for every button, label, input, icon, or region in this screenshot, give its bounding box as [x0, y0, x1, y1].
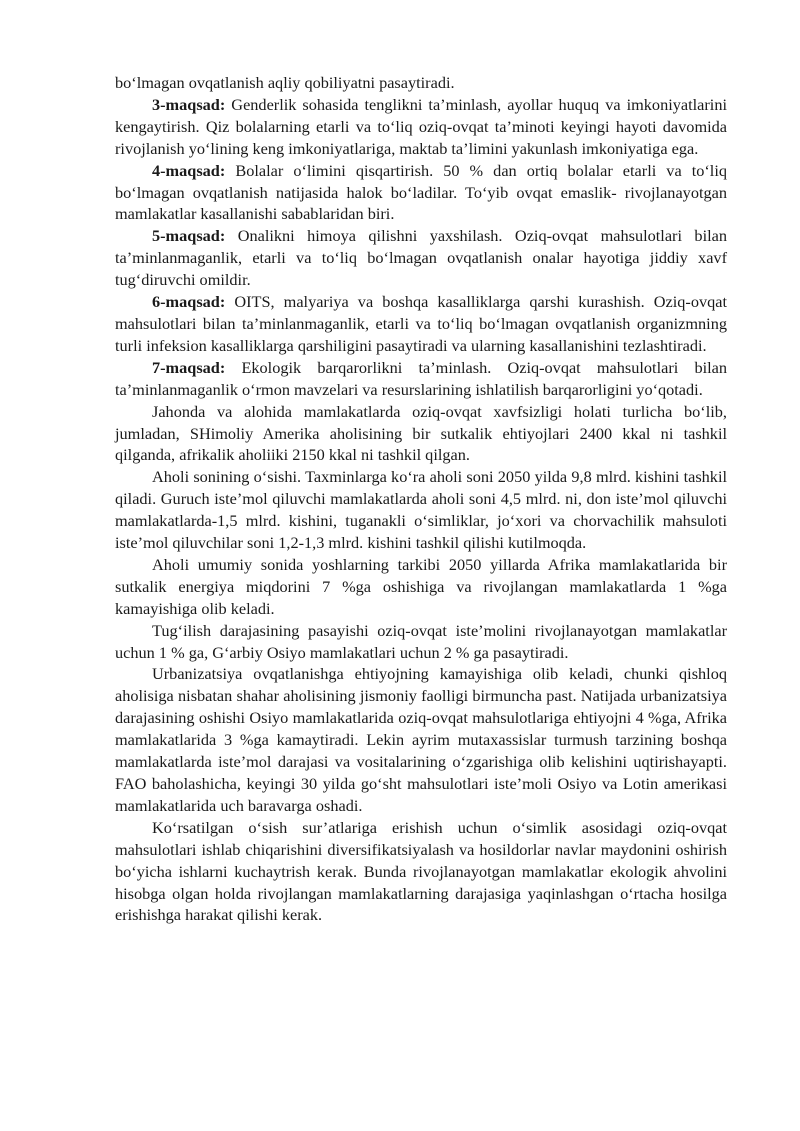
goal-label: 3-maqsad: — [152, 94, 226, 114]
paragraph-goal-6 — [115, 291, 727, 357]
paragraph-text: Ekologik barqarorlikni ta’minlash. Oziq-ovqat mahsulotlari bilan ta’minlanmaganlik o‘rmon mavzelari va resurslarining ishlatilish barqarorligini yo‘qotadi. — [115, 357, 727, 399]
goal-label: 6-maqsad: — [152, 292, 226, 312]
paragraph-text: bo‘lmagan ovqatlanish aqliy qobiliyatni pasaytiradi. — [115, 73, 455, 92]
paragraph-text: Aholi sonining o‘sishi. Taxminlarga ko‘ra aholi soni 2050 yilda 9,8 mlrd. kishini tashkil qiladi. Guruch iste’mol qiluvchi mamlakatlarda aholi soni 4,5 mlrd. ni, don iste’mol qiluvchi mamlakatlarda-1,5 mlrd. kishini, tuganakli o‘simliklar, jo‘xori va chorvachilik mahsuloti iste’mol qiluvchilar soni 1,2-1,3 mlrd. kishini tashkil qilishi kutilmoqda. — [115, 467, 727, 553]
paragraph-continuation — [115, 72, 727, 94]
paragraph-urbanization — [115, 663, 727, 816]
paragraph-goal-4 — [115, 160, 727, 226]
paragraph-goal-5 — [115, 225, 727, 291]
paragraph-text: Genderlik sohasida tenglikni ta’minlash, ayollar huquq va imkoniyatlarini kengaytirish. Qiz bolalarning etarli va to‘liq oziq-ovqat ta’minoti keyingi hayoti davomida rivojlanish yo‘lining keng imkoniyatlariga, maktab ta’limini yakunlash imkoniyatiga ega. — [115, 94, 727, 158]
paragraph-growth-rates — [115, 817, 727, 927]
document-page — [115, 72, 727, 926]
paragraph-text: Bolalar o‘limini qisqartirish. 50 % dan ortiq bolalar etarli va to‘liq bo‘lmagan ovqatlanish natijasida halok bo‘ladilar. To‘yib ovqat emaslik- rivojlanayotgan mamlakatlar kasallanishi sabablaridan biri. — [115, 160, 727, 224]
paragraph-text: Jahonda va alohida mamlakatlarda oziq-ovqat xavfsizligi holati turlicha bo‘lib, jumladan, SHimoliy Amerika aholisining bir sutkalik ehtiyojlari 2400 kkal ni tashkil qilganda, afrikalik aholiiki 2150 kkal ni tashkil qilgan. — [115, 401, 727, 465]
paragraph-youth-share — [115, 554, 727, 620]
paragraph-text: Tug‘ilish darajasining pasayishi oziq-ovqat iste’molini rivojlanayotgan mamlakatlar uchun 1 % ga, G‘arbiy Osiyo mamlakatlari uchun 2 % ga pasaytiradi. — [115, 620, 727, 662]
goal-label: 7-maqsad: — [152, 357, 226, 377]
paragraph-text: Aholi umumiy sonida yoshlarning tarkibi 2050 yillarda Afrika mamlakatlarida bir sutkalik energiya miqdorini 7 %ga oshishiga va rivojlangan mamlakatlarda 1 %ga kamayishiga olib keladi. — [115, 554, 727, 618]
paragraph-birth-rate — [115, 620, 727, 664]
paragraph-population-growth — [115, 466, 727, 554]
goal-label: 5-maqsad: — [152, 226, 226, 246]
paragraph-goal-3 — [115, 94, 727, 160]
paragraph-text: OITS, malyariya va boshqa kasalliklarga qarshi kurashish. Oziq-ovqat mahsulotlari bilan ta’minlanmaganlik, etarli va to‘liq bo‘lmagan ovqatlanish organizmning turli infeksion kasalliklarga qarshiligini pasaytiradi va ularning kasallanishini tezlashtiradi. — [115, 292, 727, 355]
paragraph-text: Ko‘rsatilgan o‘sish sur’atlariga erishish uchun o‘simlik asosidagi oziq-ovqat mahsulotlari ishlab chiqarishini diversifikatsiyalash va hosildorlar navlar maydonini oshirish bo‘yicha ishlarni kuchaytrish kerak. Bunda rivojlanayotgan mamlakatlar ekologik ahvolini hisobga olgan holda rivojlangan mamlakatlarning darajasiga yaqinlashgan o‘rtacha hosilga erishishga harakat qilishi kerak. — [115, 817, 727, 925]
goal-label: 4-maqsad: — [152, 160, 226, 180]
paragraph-food-security — [115, 401, 727, 467]
paragraph-goal-7 — [115, 357, 727, 401]
paragraph-text: Onalikni himoya qilishni yaxshilash. Oziq-ovqat mahsulotlari bilan ta’minlanmaganlik, etarli va to‘liq bo‘lmagan ovqatlanish onalar hayotiga jiddiy xavf tug‘diruvchi omildir. — [115, 226, 727, 290]
paragraph-text: Urbanizatsiya ovqatlanishga ehtiyojning kamayishiga olib keladi, chunki qishloq aholisiga nisbatan shahar aholisining jismoniy faolligi birmuncha past. Natijada urbanizatsiya darajasining oshishi Osiyo mamlakatlarida oziq-ovqat mahsulotlariga ehtiyojni 4 %ga, Afrika mamlakatlarida 3 %ga kamaytiradi. Lekin ayrim mutaxassislar turmush tarzining boshqa mamlakatlarda iste’mol darajasi va vositalarining o‘zgarishiga olib kelishini uqtirishayapti. FAO baholashicha, keyingi 30 yilda go‘sht mahsulotlari iste’moli Osiyo va Lotin amerikasi mamlakatlarida uch baravarga oshadi. — [115, 664, 727, 815]
